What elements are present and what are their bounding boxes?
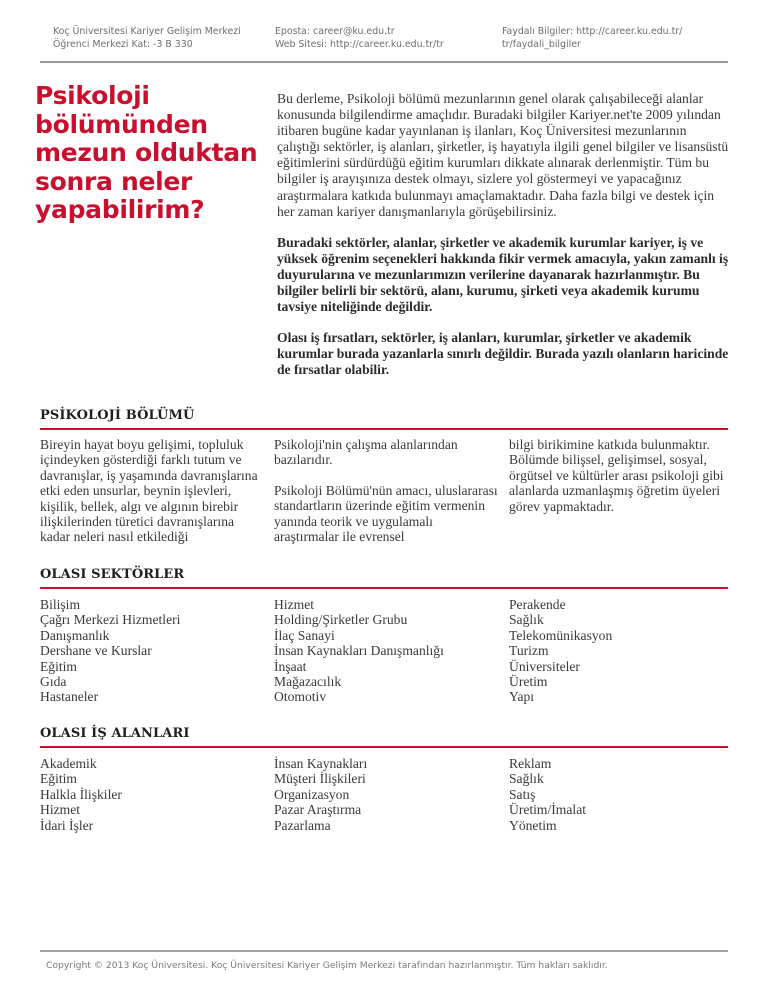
job-areas-col1 <box>40 756 265 833</box>
job-area-item: Akademik <box>40 756 97 771</box>
header-website[interactable]: Web Sitesi: http://career.ku.edu.tr/tr <box>275 38 444 50</box>
sector-item: Holding/Şirketler Grubu <box>274 612 408 628</box>
sector-item: İnsan Kaynakları Danışmanlığı <box>274 643 444 659</box>
job-area-item: Müşteri İlişkileri <box>274 771 366 787</box>
sector-item: İnşaat <box>274 658 307 674</box>
intro-text <box>277 91 729 394</box>
title-line: mezun olduktan <box>35 138 258 167</box>
department-col1 <box>40 437 265 560</box>
sector-item: Turizm <box>509 643 549 659</box>
department-col2 <box>274 437 499 559</box>
header-address <box>53 26 263 51</box>
job-area-item: Yönetim <box>509 817 557 833</box>
header-address-line1: Koç Üniversitesi Kariyer Gelişim Merkezi <box>53 26 241 37</box>
job-area-item: Organizasyon <box>274 786 350 802</box>
job-area-item: Pazar Araştırma <box>274 802 362 818</box>
sector-item: Danışmanlık <box>40 627 110 643</box>
section-divider <box>40 587 728 589</box>
header-divider <box>40 61 728 63</box>
sector-item: İlaç Sanayi <box>274 627 335 643</box>
sector-item: Bilişim <box>40 597 81 612</box>
sectors-col3 <box>509 597 729 705</box>
department-text: Psikoloji Bölümü'nün amacı, uluslararası standartların üzerinde eğitim vermenin yanında teorik ve uygulamalı araştırmalar ile evrensel <box>274 482 498 545</box>
page-title <box>35 82 260 225</box>
job-area-item: Hizmet <box>40 802 81 818</box>
title-line: sonra neler <box>35 166 193 196</box>
job-areas-col3 <box>509 756 729 833</box>
sector-item: Hastaneler <box>40 689 99 705</box>
sector-item: Çağrı Merkezi Hizmetleri <box>40 612 181 628</box>
section-divider <box>40 428 728 430</box>
job-area-item: Sağlık <box>509 771 544 787</box>
job-area-item: Üretim/İmalat <box>509 802 587 818</box>
job-areas-col2 <box>274 756 499 833</box>
sector-item: Hizmet <box>274 597 315 612</box>
section-heading-department: PSİKOLOJİ BÖLÜMÜ <box>40 408 195 423</box>
sector-item: Perakende <box>509 597 566 612</box>
sector-item: Yapı <box>509 689 535 705</box>
sector-item: Eğitim <box>40 658 78 674</box>
header-useful-info[interactable] <box>502 26 702 51</box>
footer-divider <box>40 950 728 952</box>
department-text: Psikoloji'nin çalışma alanlarından bazılarıdır. <box>274 437 458 468</box>
sectors-col2 <box>274 597 499 705</box>
department-text: Bireyin hayat boyu gelişimi, topluluk içindeyken gösterdiği farklı tutum ve davranışlar, iş yaşamında davranışlarına etki eden unsurlar, beynin işlevleri, kişilik, bellek, algı ve algının birebir ilişkilerinden türetici davranışlarına kadar neleri nasıl etkilediği <box>40 437 258 545</box>
title-line: Psikoloji <box>35 81 150 110</box>
sector-item: Dershane ve Kurslar <box>40 643 152 659</box>
section-heading-job-areas: OLASI İŞ ALANLARI <box>40 726 190 741</box>
sector-item: Üniversiteler <box>509 658 580 674</box>
job-area-item: Satış <box>509 786 536 802</box>
title-line: yapabilirim? <box>35 195 205 224</box>
header-contact <box>275 26 495 51</box>
sector-item: Otomotiv <box>274 689 327 705</box>
job-area-item: İnsan Kaynakları <box>274 756 368 771</box>
sector-item: Sağlık <box>509 612 544 628</box>
intro-paragraph: Bu derleme, Psikoloji bölümü mezunlarının genel olarak çalışabileceği alanlar konusunda bilgilendirme amaçlıdır. Buradaki bilgiler Kariyer.net'te 2009 yılından itibaren bugüne kadar yayınlanan iş ilanları, Koç Üniversitesi mezunlarının çalıştığı sektörler, iş alanları, şirketler, iş hayatıyla ilgili genel bilgiler ve lisansüstü eğitimlerini sürdürdüğü eğitim kurumları dikkate alınarak derlenmiştir. Tüm bu bilgiler iş arayışınıza destek olmayı, sizlere yol göstermeyi ve yapacağınız araştırmalara katkıda bulunmayı amaçlamaktadır. Daha fazla bilgi ve destek için her zaman kariyer danışmanlarıyla görüşebilirsiniz. <box>277 91 729 219</box>
section-heading-sectors: OLASI SEKTÖRLER <box>40 567 185 582</box>
job-area-item: Reklam <box>509 756 552 771</box>
department-text: bilgi birikimine katkıda bulunmaktır. Bölümde bilişsel, gelişimsel, sosyal, örgütsel ve kültürler arası psikoloji gibi alanlarda uzmanlaşmış öğretim üyeleri görev yapmaktadır. <box>509 437 724 514</box>
department-col3 <box>509 437 729 529</box>
sectors-col1 <box>40 597 265 705</box>
opportunities-paragraph: Olası iş fırsatları, sektörler, iş alanları, kurumlar, şirketler ve akademik kurumlar burada yazanlarla sınırlı değildir. Burada yazılı olanların haricinde de fırsatlar olabilir. <box>277 330 729 378</box>
job-area-item: Eğitim <box>40 771 78 787</box>
disclaimer-paragraph: Buradaki sektörler, alanlar, şirketler ve akademik kurumlar kariyer, iş ve yüksek öğrenim seçenekleri hakkında fikir vermek amacıyla, yakın zamanlı iş duyurularına ve mezunlarımızın verilerine dayanarak hazırlanmıştır. Bu bilgiler belirli bir sektörü, alanı, kurumu, şirketi veya akademik kurumu tavsiye niteliğinde değildir. <box>277 234 729 315</box>
job-area-item: Pazarlama <box>274 817 331 833</box>
sector-item: Telekomünikasyon <box>509 627 613 643</box>
header-email[interactable]: Eposta: career@ku.edu.tr <box>275 26 395 37</box>
job-area-item: İdari İşler <box>40 817 94 833</box>
title-line: bölümünden <box>35 109 208 139</box>
section-divider <box>40 746 728 748</box>
job-area-item: Halkla İlişkiler <box>40 786 122 802</box>
header-useful-line1[interactable]: Faydalı Bilgiler: http://career.ku.edu.tr/ <box>502 26 683 37</box>
sector-item: Üretim <box>509 674 548 690</box>
footer-copyright: Copyright © 2013 Koç Üniversitesi. Koç Üniversitesi Kariyer Gelişim Merkezi tarafından hazırlanmıştır. Tüm hakları saklıdır. <box>46 960 608 971</box>
sector-item: Gıda <box>40 674 67 690</box>
sector-item: Mağazacılık <box>274 674 342 690</box>
header-address-line2: Öğrenci Merkezi Kat: -3 B 330 <box>53 38 193 50</box>
header-useful-line2[interactable]: tr/faydali_bilgiler <box>502 38 581 50</box>
